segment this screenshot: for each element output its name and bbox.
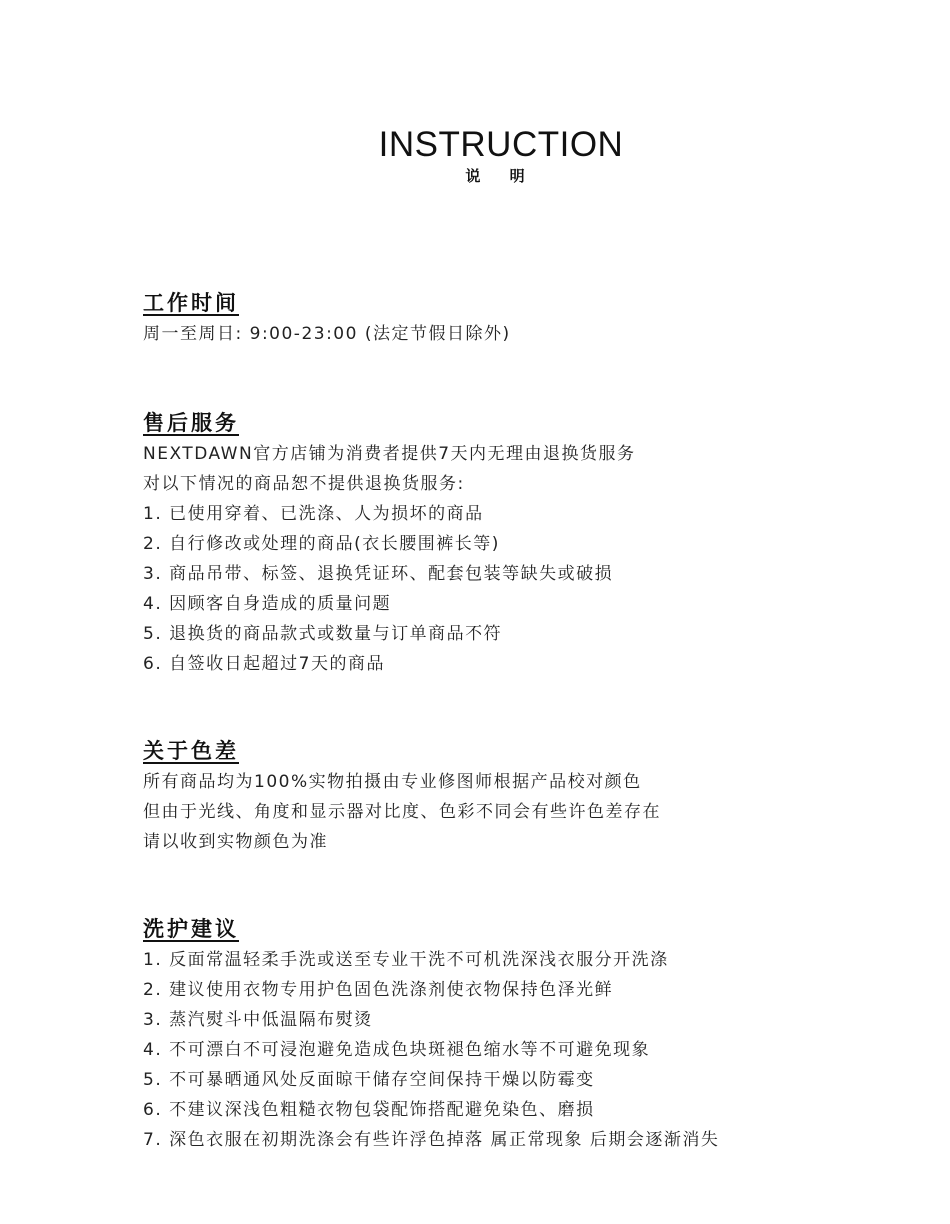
list-item: 2. 自行修改或处理的商品(衣长腰围裤长等)	[143, 534, 500, 554]
section-line: NEXTDAWN官方店铺为消费者提供7天内无理由退换货服务	[143, 444, 636, 464]
section-line: 对以下情况的商品恕不提供退换货服务:	[143, 474, 465, 494]
page-subtitle: 说 明	[465, 167, 537, 185]
list-item: 4. 因顾客自身造成的质量问题	[143, 594, 392, 614]
list-item: 6. 不建议深浅色粗糙衣物包袋配饰搭配避免染色、磨损	[143, 1100, 595, 1120]
instruction-content	[143, 287, 903, 1155]
section-line: 请以收到实物颜色为准	[143, 832, 328, 852]
section-color-difference	[143, 735, 903, 857]
section-line: 但由于光线、角度和显示器对比度、色彩不同会有些许色差存在	[143, 802, 661, 822]
section-title: 售后服务	[143, 411, 239, 435]
list-item: 7. 深色衣服在初期洗涤会有些许浮色掉落 属正常现象 后期会逐渐消失	[143, 1130, 720, 1150]
list-item: 5. 退换货的商品款式或数量与订单商品不符	[143, 624, 503, 644]
section-care-advice	[143, 913, 903, 1155]
list-item: 3. 商品吊带、标签、退换凭证环、配套包装等缺失或破损	[143, 564, 614, 584]
section-work-hours	[143, 287, 903, 349]
section-line: 所有商品均为100%实物拍摄由专业修图师根据产品校对颜色	[143, 772, 642, 792]
section-title: 工作时间	[143, 291, 239, 315]
list-item: 6. 自签收日起超过7天的商品	[143, 654, 385, 674]
section-title: 洗护建议	[143, 917, 239, 941]
section-after-sales	[143, 407, 903, 679]
list-item: 1. 已使用穿着、已洗涤、人为损坏的商品	[143, 504, 484, 524]
page-title: INSTRUCTION	[378, 125, 624, 164]
list-item: 1. 反面常温轻柔手洗或送至专业干洗不可机洗深浅衣服分开洗涤	[143, 950, 669, 970]
section-line: 周一至周日: 9:00-23:00 (法定节假日除外)	[143, 324, 511, 344]
list-item: 2. 建议使用衣物专用护色固色洗涤剂使衣物保持色泽光鲜	[143, 980, 614, 1000]
list-item: 5. 不可暴晒通风处反面晾干储存空间保持干燥以防霉变	[143, 1070, 595, 1090]
page-header	[0, 124, 950, 186]
list-item: 4. 不可漂白不可浸泡避免造成色块斑褪色缩水等不可避免现象	[143, 1040, 651, 1060]
list-item: 3. 蒸汽熨斗中低温隔布熨烫	[143, 1010, 373, 1030]
section-title: 关于色差	[143, 739, 239, 763]
